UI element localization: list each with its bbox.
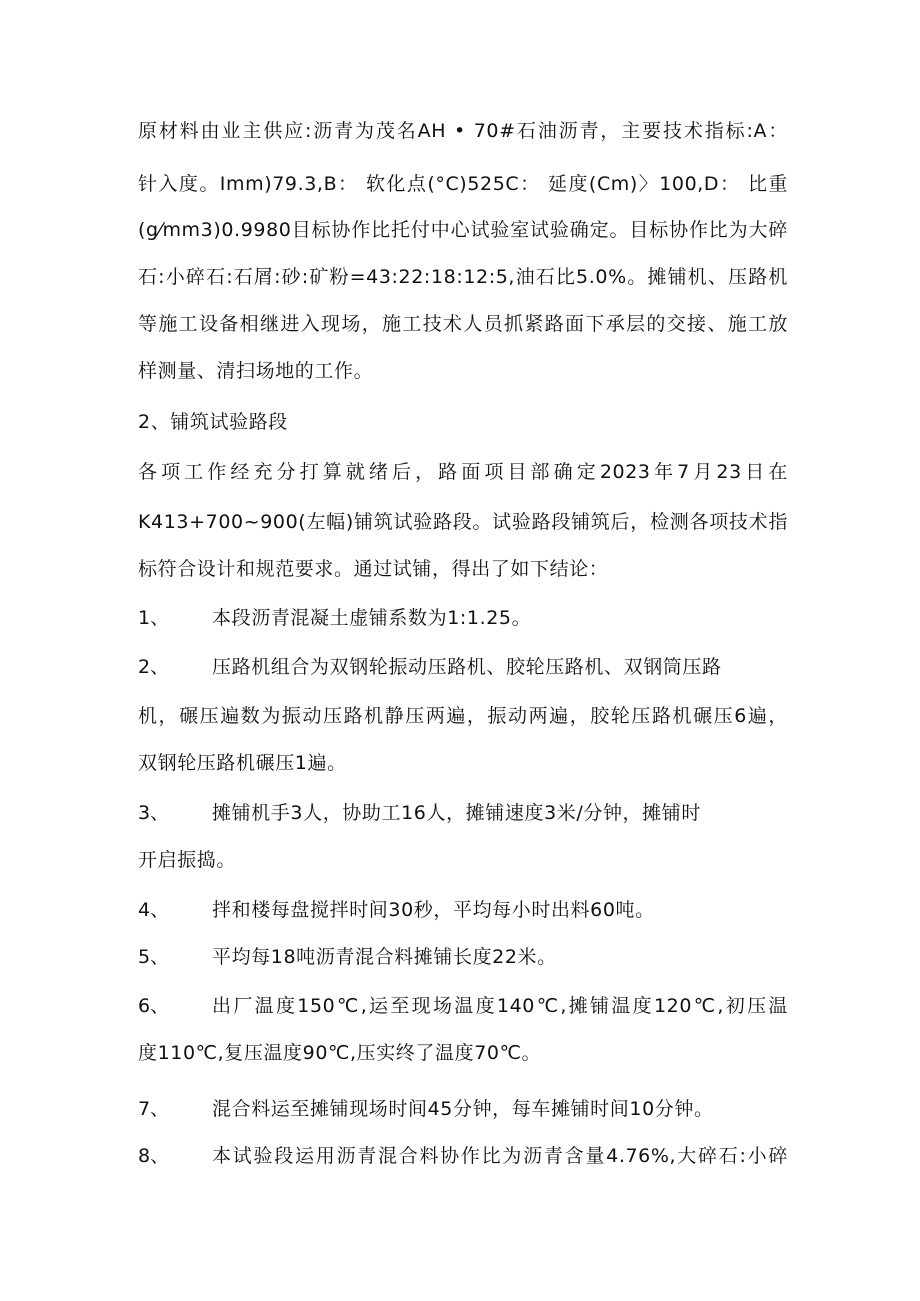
paragraph-1-line-2: 针入度。Imm)79.3,B： 软化点(°C)525C： 延度(Cm)〉100,D： 比重 [138,173,788,195]
conclusion-8-text: 本试验段运用沥青混合料协作比为沥青含量4.76%,大碎石:小碎 [212,1145,788,1167]
paragraph-1-line-6: 样测量、清扫场地的工作。 [138,360,374,382]
paragraph-1-line-5: 等施工设备相继进入现场，施工技术人员抓紧路面下承层的交接、施工放 [138,313,788,335]
conclusion-6-continuation-1: 度110℃,复压温度90℃,压实终了温度70℃。 [138,1042,542,1064]
conclusion-4-text: 拌和楼每盘搅拌时间30秒，平均每小时出料60吨。 [212,899,655,921]
conclusion-5-number: 5、 [138,946,170,968]
conclusion-1-text: 本段沥青混凝土虚铺系数为1:1.25。 [212,607,532,629]
conclusion-5-text: 平均每18吨沥青混合料摊铺长度22米。 [212,946,557,968]
conclusion-7-number: 7、 [138,1098,170,1120]
conclusion-2-continuation-1: 机，碾压遍数为振动压路机静压两遍，振动两遍，胶轮压路机碾压6遍， [138,705,788,727]
conclusion-6-text: 出厂温度150℃,运至现场温度140℃,摊铺温度120℃,初压温 [212,995,788,1017]
conclusion-2-number: 2、 [138,656,170,678]
conclusion-6-number: 6、 [138,995,170,1017]
conclusion-4-number: 4、 [138,899,170,921]
section-2-heading: 2、铺筑试验路段 [138,411,288,433]
conclusion-7-text: 混合料运至摊铺现场时间45分钟，每车摊铺时间10分钟。 [212,1098,714,1120]
conclusion-2-continuation-2: 双钢轮压路机碾压1遍。 [138,752,347,774]
section-2-line-2: K413+700~900(左幅)铺筑试验路段。试验路段铺筑后，检测各项技术指 [138,511,788,533]
section-2-line-1: 各项工作经充分打算就绪后，路面项目部确定2023年7月23日在 [138,461,788,483]
conclusion-8-number: 8、 [138,1145,170,1167]
paragraph-1-line-4: 石:小碎石:石屑:砂:矿粉=43:22:18:12:5,油石比5.0%。摊铺机、压路机 [138,266,788,288]
conclusion-2-text: 压路机组合为双钢轮振动压路机、胶轮压路机、双钢筒压路 [212,656,722,678]
paragraph-1-line-3: (g⁄mm3)0.9980目标协作比托付中心试验室试验确定。目标协作比为大碎 [138,219,788,241]
conclusion-3-continuation-1: 开启振捣。 [138,849,237,871]
paragraph-1-line-1: 原材料由业主供应:沥青为茂名AH • 70#石油沥青，主要技术指标:A： [138,120,788,142]
conclusion-1-number: 1、 [138,607,170,629]
section-2-line-3: 标符合设计和规范要求。通过试铺，得出了如下结论： [138,558,609,580]
conclusion-3-number: 3、 [138,802,170,824]
conclusion-3-text: 摊铺机手3人，协助工16人，摊铺速度3米/分钟，摊铺时 [212,802,701,824]
